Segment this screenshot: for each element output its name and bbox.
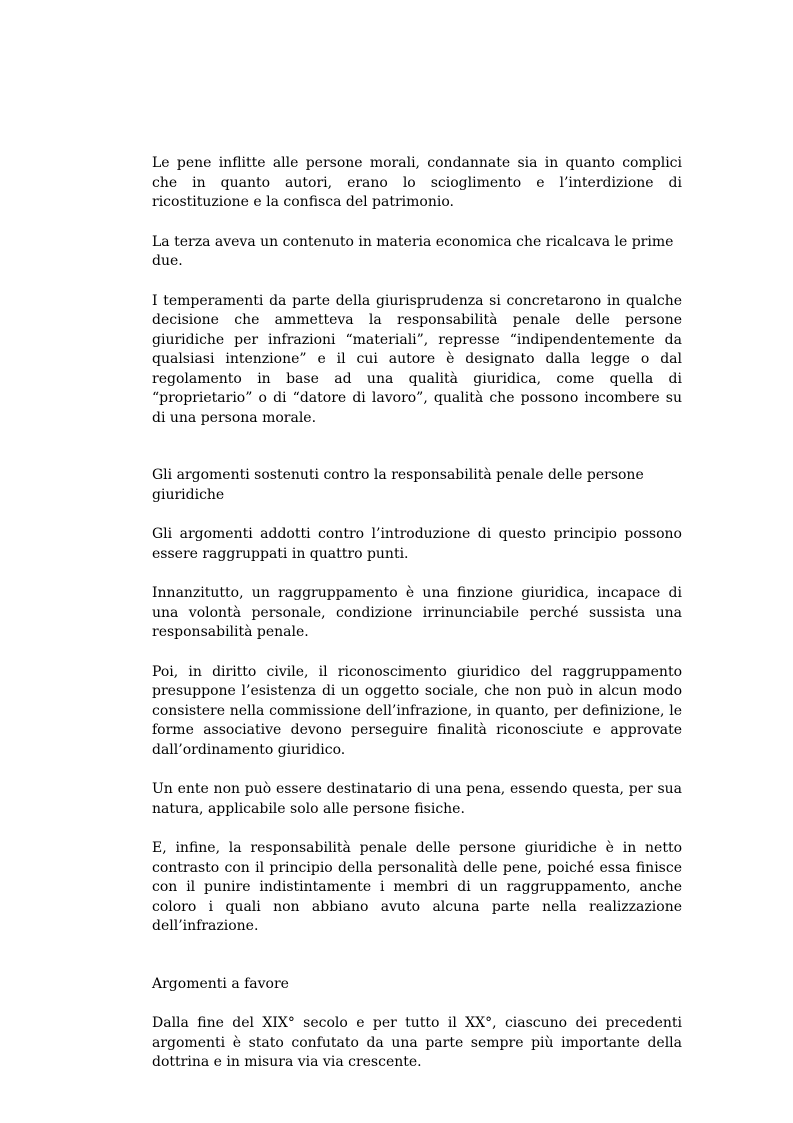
paragraph-jurisprudence: I temperamenti da parte della giurisprudenza si concretarono in qualche decisione che ammetteva la responsabilità penale delle persone giuridiche per infrazioni “materiali”, represse “indipendentemente da qualsiasi intenzione” e il cui autore è designato dalla legge o dal regolamento in base ad una qualità giuridica, come quella di “proprietario” o di “datore di lavoro”, qualità che possono incombere su di una persona morale. <box>152 292 682 426</box>
section-heading-against: Gli argomenti sostenuti contro la responsabilità penale delle persone giuridiche <box>152 467 644 503</box>
paragraph-civil-law: Poi, in diritto civile, il riconoscimento giuridico del raggruppamento presuppone l’esistenza di un oggetto sociale, che non può in alcun modo consistere nella commissione dell’infrazione, in quanto, per definizione, le forme associative devono perseguire finalità riconosciute e approvate dall’ordinamento giuridico. <box>152 663 682 758</box>
section-heading-favor: Argomenti a favore <box>152 975 289 992</box>
paragraph-arguments-intro: Gli argomenti addotti contro l’introduzione di questo principio possono essere raggruppati in quattro punti. <box>152 526 682 562</box>
paragraph-third-law: La terza aveva un contenuto in materia economica che ricalcava le prime due. <box>152 233 674 269</box>
paragraph-personality: E, infine, la responsabilità penale delle persone giuridiche è in netto contrasto con il principio della personalità delle pene, poiché essa finisce con il punire indistintamente i membri di un raggruppamento, anche coloro i quali non abbiano avuto alcuna parte nella realizzazione dell’infrazione. <box>152 840 682 934</box>
document-page <box>152 154 682 1073</box>
paragraph-fiction: Innanzitutto, un raggruppamento è una finzione giuridica, incapace di una volontà personale, condizione irrinunciabile perché sussista una responsabilità penale. <box>152 585 682 640</box>
paragraph-refutation: Dalla fine del XIX° secolo e per tutto il XX°, ciascuno dei precedenti argomenti è stato confutato da una parte sempre più importante della dottrina e in misura via via crescente. <box>152 1015 682 1070</box>
paragraph-penalties: Le pene inflitte alle persone morali, condannate sia in quanto complici che in quanto autori, erano lo scioglimento e l’interdizione di ricostituzione e la confisca del patrimonio. <box>152 155 682 210</box>
paragraph-penalty-recipient: Un ente non può essere destinatario di una pena, essendo questa, per sua natura, applicabile solo alle persone fisiche. <box>152 781 682 817</box>
